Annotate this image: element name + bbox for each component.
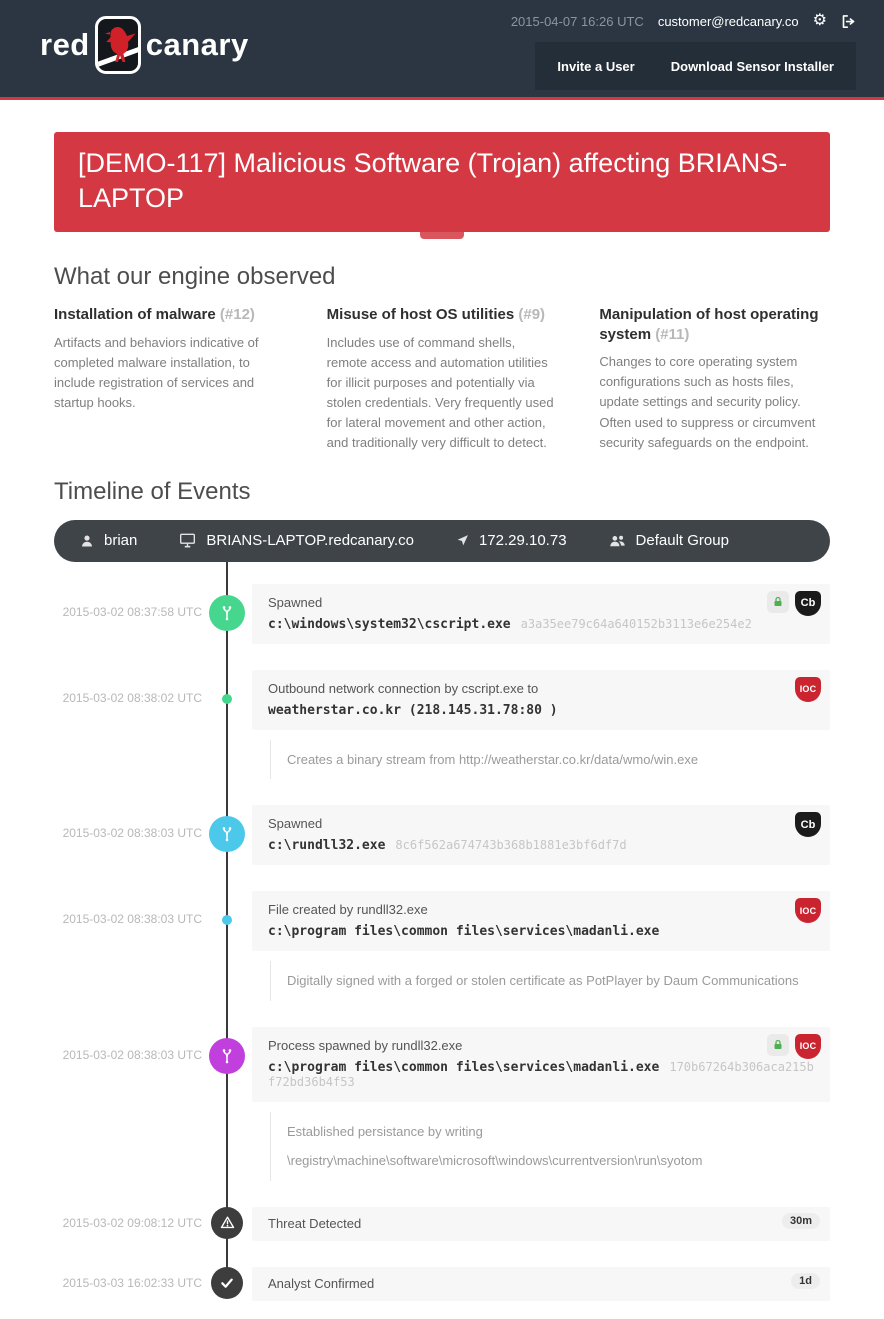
user-icon: [80, 534, 94, 548]
carbon-black-badge[interactable]: Cb: [795, 591, 821, 616]
event-timestamp: 2015-03-02 09:08:12 UTC: [62, 1215, 202, 1230]
event-md5-hash: 170b67264b306aca215bf72bd36b4f53: [268, 1059, 814, 1089]
event-timestamp: 2015-03-02 08:38:03 UTC: [62, 912, 202, 927]
banner-pointer-tab: [420, 232, 464, 239]
event-note-line: Established persistance by writing: [287, 1123, 483, 1139]
ioc-badge[interactable]: IOC: [795, 1034, 821, 1059]
event-card: [252, 805, 830, 865]
observation-ref: (#9): [518, 306, 546, 324]
location-arrow-icon: [456, 534, 469, 547]
host-ip: [456, 532, 567, 549]
event-title: Process spawned by rundll32.exe: [268, 1037, 463, 1053]
timeline-section-heading: Timeline of Events: [54, 477, 251, 505]
observation-card: [599, 305, 830, 453]
event-timestamp: 2015-03-03 16:02:33 UTC: [62, 1275, 202, 1290]
header-nav: [535, 42, 856, 90]
event-title: Threat Detected: [268, 1216, 362, 1232]
event-path: weatherstar.co.kr (218.145.31.78:80 ): [268, 702, 558, 718]
observation-title: Installation of malware: [54, 306, 216, 324]
event-title: Outbound network connection by cscript.exe to: [268, 680, 539, 696]
timeline-event: [54, 891, 830, 1001]
observation-title: Manipulation of host operating system: [599, 306, 819, 343]
host-ip-label: 172.29.10.73: [478, 532, 567, 550]
account-email-link[interactable]: customer@redcanary.co: [657, 13, 799, 29]
event-title: Spawned: [268, 816, 323, 832]
observed-section-heading: What our engine observed: [54, 263, 336, 291]
event-path: c:\program files\common files\services\madanli.exe: [268, 1059, 660, 1075]
host-info-bar: [54, 520, 830, 562]
sign-out-icon[interactable]: [841, 14, 856, 29]
settings-gear-icon[interactable]: ⚙: [812, 12, 827, 29]
event-title: Analyst Confirmed: [268, 1276, 375, 1292]
observation-body: Includes use of command shells, remote access and automation utilities for illicit purposes and potentially via stolen credentials. Very frequently used for lateral movement and other action, and traditionally very difficult to detect.: [326, 334, 554, 451]
event-timestamp: 2015-03-02 08:38:02 UTC: [62, 690, 202, 705]
observed-grid: [54, 305, 830, 453]
event-md5-hash: a3a35ee79c64a640152b3113e6e254e2: [520, 616, 752, 631]
observation-card: [327, 305, 558, 453]
event-path: c:\program files\common files\services\madanli.exe: [268, 924, 660, 940]
timeline-event: [54, 1267, 830, 1301]
ioc-badge[interactable]: IOC: [795, 898, 821, 923]
event-card: [252, 1267, 830, 1301]
users-group-icon: [609, 534, 626, 548]
timeline-event: [54, 1027, 830, 1181]
timeline-event: [54, 1207, 830, 1241]
event-note: [270, 1112, 830, 1181]
event-note: Digitally signed with a forged or stolen certificate as PotPlayer by Daum Communications: [270, 961, 830, 1001]
event-md5-hash: 8c6f562a674743b368b1881e3bf6df7d: [395, 838, 627, 853]
observation-title: Misuse of host OS utilities: [326, 306, 515, 324]
download-sensor-installer-button[interactable]: Download Sensor Installer: [670, 58, 834, 74]
event-path: c:\rundll32.exe: [268, 838, 386, 854]
logo-text-canary: canary: [145, 27, 249, 62]
monitor-icon: [179, 533, 196, 548]
incident-title: [DEMO-117] Malicious Software (Trojan) affecting BRIANS-LAPTOP: [78, 148, 788, 214]
header-utility-bar: [511, 13, 856, 29]
host-group: [609, 532, 729, 549]
process-fork-icon: [209, 816, 245, 852]
site-header: [0, 0, 884, 100]
host-name: [179, 532, 414, 549]
event-title: Spawned: [268, 594, 323, 610]
current-datetime: 2015-04-07 16:26 UTC: [510, 13, 644, 29]
timeline-event: [54, 670, 830, 780]
event-timestamp: 2015-03-02 08:38:03 UTC: [62, 826, 202, 841]
host-user: [80, 532, 137, 549]
observation-ref: (#12): [219, 306, 255, 324]
event-note-line: \registry\machine\software\microsoft\windows\currentversion\run\syotom: [287, 1153, 703, 1169]
event-title: File created by rundll32.exe: [268, 902, 428, 918]
event-card: [252, 670, 830, 730]
invite-a-user-button[interactable]: Invite a User: [557, 58, 635, 74]
process-fork-icon: [209, 595, 245, 631]
logo-text-red: red: [40, 27, 90, 62]
event-dot-marker: [222, 694, 232, 704]
signed-lock-icon: [767, 591, 789, 613]
elapsed-time-badge: 1d: [791, 1273, 820, 1289]
event-dot-marker: [222, 915, 232, 925]
timeline-event: [54, 805, 830, 865]
observation-card: [54, 305, 285, 453]
event-path: c:\windows\system32\cscript.exe: [268, 616, 511, 632]
canary-bird-icon: [95, 16, 141, 74]
host-user-label: brian: [104, 532, 138, 550]
signed-lock-icon: [767, 1034, 789, 1056]
observation-ref: (#11): [655, 325, 690, 343]
timeline-event: [54, 584, 830, 644]
event-card: [252, 1207, 830, 1241]
event-note: Creates a binary stream from http://weatherstar.co.kr/data/wmo/win.exe: [270, 740, 830, 780]
carbon-black-badge[interactable]: Cb: [795, 812, 821, 837]
event-timestamp: 2015-03-02 08:38:03 UTC: [62, 1047, 202, 1062]
elapsed-time-badge: 30m: [782, 1213, 820, 1229]
ioc-badge[interactable]: IOC: [795, 677, 821, 702]
red-canary-logo[interactable]: [40, 16, 249, 74]
event-card: [252, 891, 830, 951]
host-group-label: Default Group: [635, 532, 729, 550]
event-card: [252, 584, 830, 644]
process-fork-icon: [209, 1038, 245, 1074]
timeline: [54, 562, 830, 1319]
threat-alert-icon: [211, 1207, 243, 1239]
event-timestamp: 2015-03-02 08:37:58 UTC: [62, 604, 202, 619]
host-name-label: BRIANS-LAPTOP.redcanary.co: [206, 532, 414, 550]
analyst-confirmed-check-icon: [211, 1267, 243, 1299]
event-card: [252, 1027, 830, 1102]
observation-body: Artifacts and behaviors indicative of completed malware installation, to include registration of services and startup hooks.: [54, 334, 259, 411]
observation-body: Changes to core operating system configurations such as hosts files, update settings and security policy. Often used to suppress or circumvent security safeguards on the endpoint.: [599, 354, 816, 450]
incident-title-banner: [54, 132, 830, 232]
